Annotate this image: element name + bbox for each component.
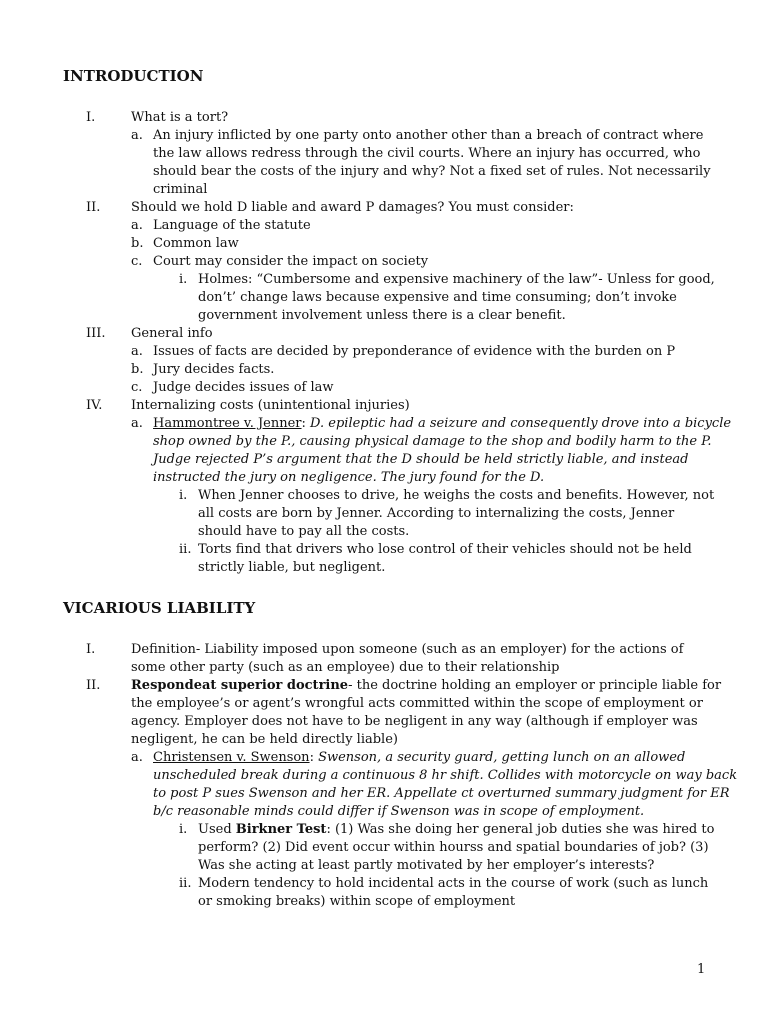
line-text — [198, 289, 677, 307]
list-marker: b. — [131, 236, 144, 251]
line-text — [153, 469, 544, 487]
outline-line — [0, 469, 768, 487]
outline-line — [0, 749, 768, 767]
text-body: should bear the costs of the injury and why? Not a fixed set of rules. Not necessarily — [153, 164, 711, 179]
outline-line — [0, 695, 768, 713]
section-heading-vicarious-liability: VICARIOUS LIABILITY — [63, 599, 256, 617]
text-body: don’t’ change laws because expensive and time consuming; don’t invoke — [198, 290, 677, 305]
line-text — [131, 659, 560, 677]
text-body: all costs are born by Jenner. According to internalizing the costs, Jenner — [198, 506, 675, 521]
case-separator: : — [309, 750, 319, 765]
text-body: Judge decides issues of law — [153, 380, 334, 395]
outline-line — [0, 109, 768, 127]
line-text — [198, 487, 714, 505]
text-body: instructed the jury on negligence. The jury found for the D. — [153, 470, 545, 485]
line-text — [153, 379, 334, 397]
text-body: Issues of facts are decided by preponderance of evidence with the burden on P — [153, 344, 676, 359]
line-text — [153, 127, 703, 145]
outline-line — [0, 289, 768, 307]
text-body: An injury inflicted by one party onto another other than a breach of contract where — [153, 128, 704, 143]
text-body: the employee’s or agent’s wrongful acts committed within the scope of employment or — [131, 696, 703, 711]
line-text — [131, 677, 721, 695]
list-marker: i. — [179, 272, 188, 287]
bold-term: Respondeat superior doctrine — [131, 678, 349, 693]
text-body: shop owned by the P., causing physical damage to the shop and bodily harm to the P. — [153, 434, 712, 449]
text-prefix: Used — [198, 822, 236, 837]
list-marker: i. — [179, 822, 188, 837]
outline-line — [0, 163, 768, 181]
outline-line — [0, 343, 768, 361]
list-marker: c. — [131, 254, 143, 269]
list-marker: I. — [86, 642, 96, 657]
text-body: government involvement unless there is a clear benefit. — [198, 308, 566, 323]
text-body: agency. Employer does not have to be negligent in any way (although if employer was — [131, 714, 698, 729]
outline-line — [0, 713, 768, 731]
outline-line — [0, 875, 768, 893]
list-marker: a. — [131, 128, 143, 143]
text-body: or smoking breaks) within scope of employment — [198, 894, 516, 909]
text-body: strictly liable, but negligent. — [198, 560, 386, 575]
line-text — [153, 217, 311, 235]
outline-line — [0, 803, 768, 821]
list-marker: b. — [131, 362, 144, 377]
text-body: : (1) Was she doing her general job duties she was hired to — [326, 822, 715, 837]
outline-line — [0, 127, 768, 145]
outline-line — [0, 271, 768, 289]
text-body: Court may consider the impact on society — [153, 254, 429, 269]
outline-line — [0, 361, 768, 379]
text-body: the law allows redress through the civil courts. Where an injury has occurred, who — [153, 146, 701, 161]
text-body: Jury decides facts. — [153, 362, 275, 377]
text-body: Language of the statute — [153, 218, 311, 233]
case-name: Christensen v. Swenson — [153, 750, 310, 765]
list-marker: III. — [86, 326, 106, 341]
line-text — [198, 307, 566, 325]
outline-line — [0, 253, 768, 271]
text-body: - the doctrine holding an employer or principle liable for — [348, 678, 722, 693]
outline-line — [0, 433, 768, 451]
outline-line — [0, 307, 768, 325]
outline-line — [0, 559, 768, 577]
text-body: General info — [131, 326, 213, 341]
line-text — [153, 253, 428, 271]
line-text — [153, 451, 688, 469]
outline-line — [0, 451, 768, 469]
line-text — [198, 857, 654, 875]
line-text — [153, 803, 644, 821]
list-marker: a. — [131, 218, 143, 233]
line-text — [198, 271, 715, 289]
list-marker: i. — [179, 488, 188, 503]
text-body: Torts find that drivers who lose control of their vehicles should not be held — [198, 542, 692, 557]
line-text — [131, 109, 228, 127]
outline-line — [0, 199, 768, 217]
outline-line — [0, 217, 768, 235]
line-text — [198, 893, 515, 911]
page-number: 1 — [697, 962, 706, 977]
line-text — [198, 505, 674, 523]
list-marker: I. — [86, 110, 96, 125]
text-body: D. epileptic had a seizure and consequently drove into a bicycle — [310, 416, 732, 431]
line-text — [153, 433, 712, 451]
case-name: Hammontree v. Jenner — [153, 416, 302, 431]
introduction-outline — [0, 109, 768, 577]
text-body: b/c reasonable minds could differ if Swenson was in scope of employment. — [153, 804, 645, 819]
text-body: negligent, he can be held directly liable) — [131, 732, 398, 747]
list-marker: ii. — [179, 542, 192, 557]
outline-line — [0, 523, 768, 541]
outline-line — [0, 379, 768, 397]
text-body: Was she acting at least partly motivated by her employer’s interests? — [198, 858, 655, 873]
text-body: criminal — [153, 182, 208, 197]
line-text — [131, 695, 703, 713]
outline-line — [0, 731, 768, 749]
text-body: perform? (2) Did event occur within hourss and spatial boundaries of job? (3) — [198, 840, 709, 855]
line-text — [198, 839, 709, 857]
line-text — [153, 785, 730, 803]
outline-line — [0, 541, 768, 559]
outline-line — [0, 839, 768, 857]
list-marker: IV. — [86, 398, 103, 413]
outline-line — [0, 677, 768, 695]
text-body: Common law — [153, 236, 239, 251]
line-text — [153, 235, 239, 253]
list-marker: c. — [131, 380, 143, 395]
line-text — [198, 875, 708, 893]
text-body: When Jenner chooses to drive, he weighs the costs and benefits. However, not — [198, 488, 715, 503]
outline-line — [0, 235, 768, 253]
text-body: some other party (such as an employee) due to their relationship — [131, 660, 560, 675]
outline-line — [0, 641, 768, 659]
line-text — [153, 181, 207, 199]
text-body: should have to pay all the costs. — [198, 524, 410, 539]
line-text — [153, 767, 737, 785]
line-text — [153, 343, 675, 361]
text-body: Swenson, a security guard, getting lunch on an allowed — [318, 750, 686, 765]
text-body: Internalizing costs (unintentional injuries) — [131, 398, 410, 413]
text-body: Should we hold D liable and award P damages? You must consider: — [131, 200, 574, 215]
outline-line — [0, 893, 768, 911]
list-marker: a. — [131, 344, 143, 359]
section-heading-introduction: INTRODUCTION — [63, 67, 204, 85]
list-marker: a. — [131, 750, 143, 765]
text-body: What is a tort? — [131, 110, 229, 125]
case-separator: : — [301, 416, 311, 431]
outline-line — [0, 145, 768, 163]
text-body: Holmes: “Cumbersome and expensive machinery of the law”- Unless for good, — [198, 272, 715, 287]
list-marker: II. — [86, 678, 101, 693]
text-body: Definition- Liability imposed upon someone (such as an employer) for the actions of — [131, 642, 684, 657]
line-text — [198, 523, 409, 541]
line-text — [153, 415, 731, 433]
line-text — [198, 559, 385, 577]
line-text — [131, 641, 683, 659]
line-text — [198, 541, 692, 559]
outline-line — [0, 415, 768, 433]
list-marker: ii. — [179, 876, 192, 891]
outline-line — [0, 767, 768, 785]
bold-term: Birkner Test — [235, 822, 327, 837]
text-body: Modern tendency to hold incidental acts in the course of work (such as lunch — [198, 876, 709, 891]
vicarious-liability-outline — [0, 641, 768, 911]
text-body: Judge rejected P’s argument that the D should be held strictly liable, and instead — [153, 452, 689, 467]
list-marker: a. — [131, 416, 143, 431]
outline-line — [0, 505, 768, 523]
line-text — [153, 163, 711, 181]
line-text — [131, 397, 410, 415]
line-text — [131, 325, 213, 343]
line-text — [153, 361, 274, 379]
line-text — [131, 199, 574, 217]
text-body: unscheduled break during a continuous 8 hr shift. Collides with motorcycle on way back — [153, 768, 738, 783]
outline-line — [0, 325, 768, 343]
line-text — [131, 731, 398, 749]
outline-line — [0, 487, 768, 505]
line-text — [153, 749, 685, 767]
outline-line — [0, 181, 768, 199]
text-body: to post P sues Swenson and her ER. Appellate ct overturned summary judgment for ER — [153, 786, 730, 801]
outline-line — [0, 659, 768, 677]
line-text — [198, 821, 714, 839]
outline-line — [0, 785, 768, 803]
outline-line — [0, 857, 768, 875]
line-text — [131, 713, 698, 731]
outline-line — [0, 397, 768, 415]
list-marker: II. — [86, 200, 101, 215]
outline-line — [0, 821, 768, 839]
line-text — [153, 145, 700, 163]
